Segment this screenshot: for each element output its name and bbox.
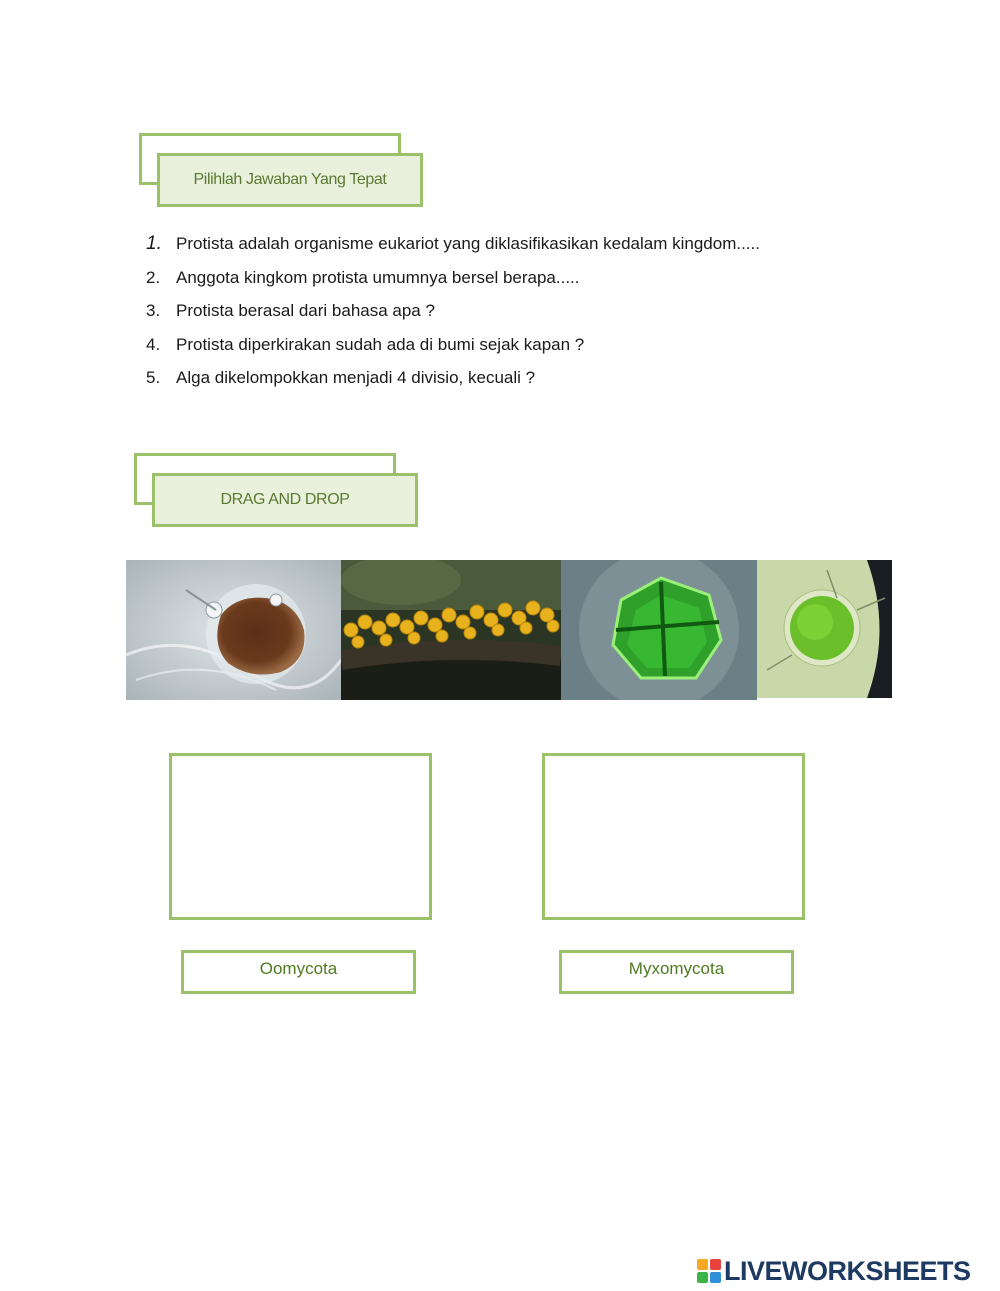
drop-label-oomycota [181,950,416,994]
question-text: Anggota kingkom protista umumnya bersel berapa..... [176,267,580,287]
question-item [146,297,760,331]
question-item [146,331,760,365]
green-cell-photo[interactable] [757,560,892,698]
drop-zone-oomycota[interactable] [169,753,432,920]
question-text: Protista diperkirakan sudah ada di bumi sejak kapan ? [176,334,585,354]
header-front-box [152,473,418,527]
question-text: Protista berasal dari bahasa apa ? [176,301,435,320]
drop-label-text: Myxomycota [628,959,725,978]
question-item [146,264,760,298]
question-text: Protista adalah organisme eukariot yang diklasifikasikan kedalam kingdom..... [176,234,760,253]
drop-label-myxomycota [559,950,794,994]
question-number: 4. [146,334,161,354]
oomycota-photo[interactable] [126,560,341,700]
section-title-drag-drop: DRAG AND DROP [220,491,350,508]
question-item [146,230,760,264]
brand-blocks-icon [697,1259,721,1283]
question-list [146,230,760,398]
question-number: 1. [146,233,162,254]
question-number: 3. [146,301,161,320]
question-item [146,364,760,398]
question-number: 2. [146,267,161,287]
slime-mold-photo[interactable] [341,560,561,700]
liveworksheets-logo[interactable] [697,1256,971,1286]
drop-zone-myxomycota[interactable] [542,753,805,920]
section-title-questions: Pilihlah Jawaban Yang Tepat [193,171,387,188]
diatom-photo[interactable] [561,560,757,700]
header-front-box [157,153,423,207]
question-text: Alga dikelompokkan menjadi 4 divisio, kecuali ? [176,368,536,387]
brand-text: LIVEWORKSHEETS [724,1255,971,1286]
question-number: 5. [146,368,161,387]
drop-label-text: Oomycota [259,959,338,978]
